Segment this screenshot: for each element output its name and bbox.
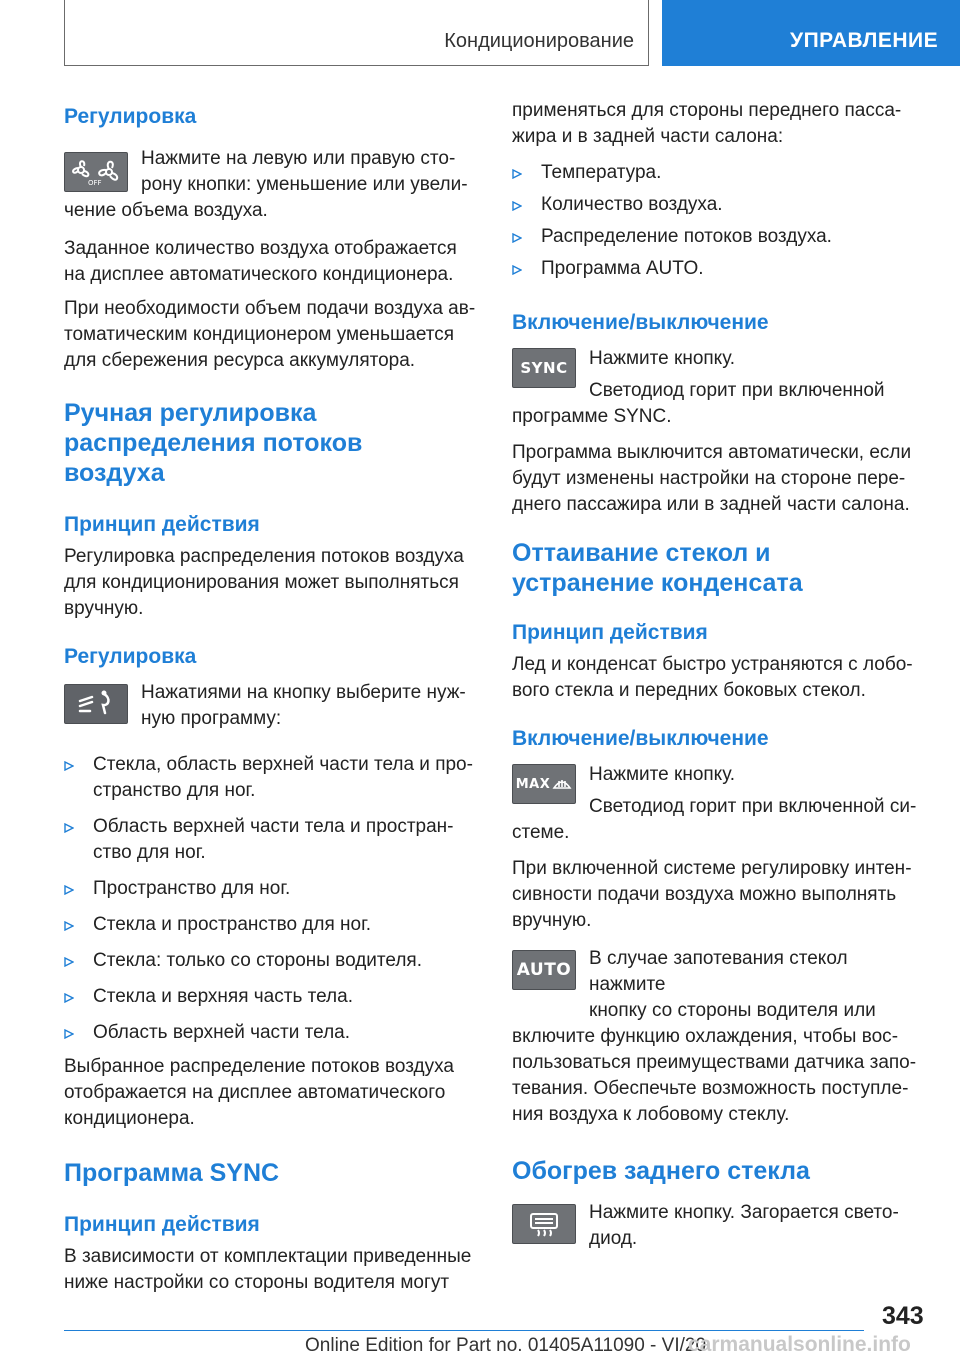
list-item: Температура. (512, 160, 925, 186)
heading-on-off-2: Включение/выключение (512, 727, 769, 750)
sync-paragraph: SYNC Нажмите кнопку. Светодиод горит при включенной программе SYNC. (512, 348, 885, 427)
paragraph-principle-3: Лед и конденсат быстро устраняются с лобового стекла и передних боковых стекол. (512, 654, 913, 701)
list-item: Область верхней части тела и пространство для ног. (64, 814, 477, 866)
auto-button-icon: AUTO (512, 950, 576, 990)
list-item: Распределение потоков воздуха. (512, 224, 925, 250)
section-tab (662, 0, 960, 66)
triangle-bullet-icon (64, 761, 74, 771)
list-item: Стекла, область верхней части тела и пространство для ног. (64, 752, 477, 804)
paragraph-battery: При необходимости объем подачи воздуха автоматическим кондиционером уменьшается для сбережения ресурса аккумулятора. (64, 298, 476, 371)
heading-regulation: Регулировка (64, 105, 197, 128)
heading-manual: Ручная регулировка распределения потоков воздуха (64, 399, 363, 487)
svg-text:OFF: OFF (88, 179, 102, 187)
paragraph-air-display: Заданное количество воздуха отображается на дисплее автоматического кондиционера. (64, 238, 457, 285)
triangle-bullet-icon (64, 885, 74, 895)
footer-divider (64, 1330, 864, 1331)
section-title: УПРАВЛЕНИЕ (790, 29, 939, 52)
heading-sync: Программа SYNC (64, 1159, 280, 1187)
list-item: Область верхней части тела. (64, 1020, 477, 1046)
max-paragraph: MAX Нажмите кнопку. Светодиод горит при включенной си- стеме. (512, 764, 917, 843)
fan-off-icon (64, 152, 128, 192)
heading-on-off-1: Включение/выключение (512, 311, 769, 334)
max-defrost-icon: MAX (512, 764, 576, 804)
heading-rear-defrost: Обогрев заднего стекла (512, 1157, 810, 1185)
list-item: Стекла: только со стороны водителя. (64, 948, 477, 974)
triangle-bullet-icon (512, 169, 522, 179)
heading-regulation-2: Регулировка (64, 645, 197, 668)
paragraph-sync-off: Программа выключится автоматически, если будут изменены настройки на стороне переднего пассажира или в задней части салона. (512, 442, 912, 515)
chapter-title: Кондиционирование (444, 30, 634, 52)
triangle-bullet-icon (512, 265, 522, 275)
paragraph-distribution: Выбранное распределение потоков воздуха отображается на дисплее автоматического кондиционера. (64, 1056, 454, 1129)
triangle-bullet-icon (64, 993, 74, 1003)
page-number: 343 (882, 1302, 924, 1330)
triangle-bullet-icon (64, 921, 74, 931)
list-item: Пространство для ног. (64, 876, 477, 902)
program-list (64, 752, 477, 1046)
heading-principle-1: Принцип действия (64, 513, 260, 536)
heading-principle-2: Принцип действия (64, 1213, 260, 1236)
paragraph-sync: В зависимости от комплектации приведенные ниже настройки со стороны водителя могут (64, 1246, 472, 1293)
paragraph-sync-continued: применяться для стороны переднего пассажира и в задней части салона: (512, 100, 902, 147)
triangle-bullet-icon (512, 233, 522, 243)
triangle-bullet-icon (64, 957, 74, 967)
sync-button-icon: SYNC (512, 348, 576, 388)
left-column (64, 98, 477, 1296)
paragraph-principle-1: Регулировка распределения потоков воздуха для кондиционирования может выполняться вручную. (64, 546, 464, 619)
fan-paragraph: OFF Нажмите на левую или правую сто- рону кнопки: уменьшение или увели- чение объема воздуха. (64, 148, 468, 221)
rear-defrost-paragraph: Нажмите кнопку. Загорается свето- диод. (512, 1200, 925, 1252)
distribution-paragraph: Нажатиями на кнопку выберите нуж- ную программу: (64, 680, 477, 732)
triangle-bullet-icon (64, 1029, 74, 1039)
sync-list (512, 160, 925, 282)
triangle-bullet-icon (64, 823, 74, 833)
chapter-tab (64, 0, 649, 66)
auto-paragraph: AUTO В случае запотевания стекол нажмите кнопку со стороны водителя или включите функцию охлаждения, чтобы воспользоваться преимуществами датчика запотевания. Обеспечьте возможность поступления воздуха к лобовому стеклу. (512, 948, 917, 1125)
heading-defrost: Оттаивание стекол и устранение конденсата (512, 539, 803, 597)
edition-text: Online Edition for Part no. 01405A11090 - VI/20 (305, 1335, 707, 1356)
paragraph-intensity: При включенной системе регулировку интенсивности подачи воздуха можно выполнять вручную. (512, 858, 912, 931)
triangle-bullet-icon (512, 201, 522, 211)
right-column (512, 98, 925, 1252)
list-item: Стекла и верхняя часть тела. (64, 984, 477, 1010)
list-item: Количество воздуха. (512, 192, 925, 218)
watermark: carmanualsonline.info (688, 1333, 911, 1356)
air-distribution-icon (64, 684, 128, 724)
list-item: Программа AUTO. (512, 256, 925, 282)
heading-principle-3: Принцип действия (512, 621, 708, 644)
list-item: Стекла и пространство для ног. (64, 912, 477, 938)
rear-window-defrost-icon (512, 1204, 576, 1244)
